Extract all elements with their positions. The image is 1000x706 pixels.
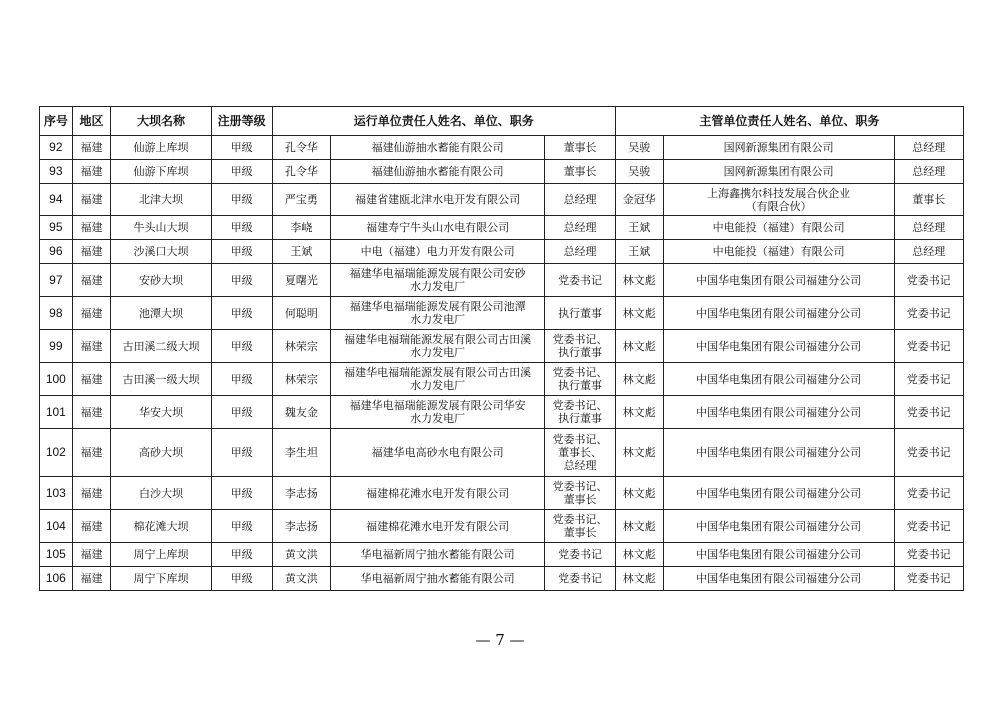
cell-operator-unit: 华电福新周宁抽水蓄能有限公司 [330, 543, 544, 567]
cell-operator-name: 李峣 [272, 216, 330, 240]
cell-supervisor-unit: 中国华电集团有限公司福建分公司 [663, 429, 894, 477]
cell-no: 94 [40, 184, 73, 216]
table-row [40, 363, 964, 396]
cell-supervisor-unit: 中国华电集团有限公司福建分公司 [663, 330, 894, 363]
cell-region: 福建 [72, 264, 111, 297]
cell-supervisor-unit: 中国华电集团有限公司福建分公司 [663, 363, 894, 396]
table-row [40, 429, 964, 477]
cell-dam-name: 周宁下库坝 [111, 567, 211, 591]
cell-supervisor-unit: 国网新源集团有限公司 [663, 160, 894, 184]
cell-operator-title: 党委书记、 董事长、 总经理 [545, 429, 615, 477]
table-row [40, 264, 964, 297]
cell-operator-title: 党委书记 [545, 543, 615, 567]
cell-grade: 甲级 [211, 184, 272, 216]
cell-operator-unit: 福建寿宁牛头山水电有限公司 [330, 216, 544, 240]
cell-region: 福建 [72, 184, 111, 216]
cell-operator-name: 魏友金 [272, 396, 330, 429]
cell-supervisor-unit: 上海鑫携尔科技发展合伙企业 （有限合伙） [663, 184, 894, 216]
cell-grade: 甲级 [211, 477, 272, 510]
cell-supervisor-unit: 中国华电集团有限公司福建分公司 [663, 477, 894, 510]
cell-supervisor-name: 金冠华 [615, 184, 663, 216]
cell-supervisor-title: 总经理 [894, 216, 964, 240]
cell-dam-name: 华安大坝 [111, 396, 211, 429]
cell-operator-title: 总经理 [545, 240, 615, 264]
table-row [40, 216, 964, 240]
cell-supervisor-name: 林文彪 [615, 396, 663, 429]
cell-operator-unit: 福建华电高砂水电有限公司 [330, 429, 544, 477]
cell-grade: 甲级 [211, 160, 272, 184]
cell-operator-title: 党委书记 [545, 264, 615, 297]
cell-no: 96 [40, 240, 73, 264]
cell-operator-title: 党委书记、 董事长 [545, 477, 615, 510]
cell-dam-name: 古田溪二级大坝 [111, 330, 211, 363]
header-no: 序号 [40, 107, 73, 136]
cell-supervisor-title: 党委书记 [894, 264, 964, 297]
cell-operator-unit: 福建华电福瑞能源发展有限公司古田溪 水力发电厂 [330, 330, 544, 363]
cell-operator-name: 严宝勇 [272, 184, 330, 216]
cell-operator-unit: 福建华电福瑞能源发展有限公司华安 水力发电厂 [330, 396, 544, 429]
cell-region: 福建 [72, 297, 111, 330]
cell-grade: 甲级 [211, 330, 272, 363]
cell-operator-unit: 福建棉花滩水电开发有限公司 [330, 477, 544, 510]
cell-operator-unit: 华电福新周宁抽水蓄能有限公司 [330, 567, 544, 591]
cell-region: 福建 [72, 240, 111, 264]
cell-supervisor-title: 党委书记 [894, 396, 964, 429]
header-region: 地区 [72, 107, 111, 136]
cell-region: 福建 [72, 510, 111, 543]
dam-registry-table [39, 106, 964, 591]
cell-grade: 甲级 [211, 264, 272, 297]
cell-supervisor-name: 林文彪 [615, 543, 663, 567]
cell-supervisor-unit: 中国华电集团有限公司福建分公司 [663, 567, 894, 591]
cell-supervisor-title: 总经理 [894, 160, 964, 184]
cell-operator-name: 李志扬 [272, 477, 330, 510]
cell-dam-name: 仙游下库坝 [111, 160, 211, 184]
cell-supervisor-title: 总经理 [894, 136, 964, 160]
cell-grade: 甲级 [211, 543, 272, 567]
cell-dam-name: 北津大坝 [111, 184, 211, 216]
cell-region: 福建 [72, 160, 111, 184]
cell-operator-title: 董事长 [545, 160, 615, 184]
cell-region: 福建 [72, 363, 111, 396]
cell-grade: 甲级 [211, 216, 272, 240]
table-row [40, 160, 964, 184]
cell-no: 104 [40, 510, 73, 543]
cell-dam-name: 棉花滩大坝 [111, 510, 211, 543]
cell-dam-name: 池潭大坝 [111, 297, 211, 330]
table-row [40, 396, 964, 429]
table-row [40, 184, 964, 216]
cell-supervisor-name: 林文彪 [615, 429, 663, 477]
cell-region: 福建 [72, 396, 111, 429]
cell-operator-title: 党委书记、 执行董事 [545, 330, 615, 363]
cell-no: 100 [40, 363, 73, 396]
cell-no: 92 [40, 136, 73, 160]
cell-dam-name: 古田溪一级大坝 [111, 363, 211, 396]
cell-grade: 甲级 [211, 510, 272, 543]
cell-supervisor-name: 林文彪 [615, 363, 663, 396]
table-row [40, 477, 964, 510]
page-number: — 7 — [475, 631, 525, 649]
cell-supervisor-name: 王斌 [615, 240, 663, 264]
cell-operator-title: 党委书记、 董事长 [545, 510, 615, 543]
cell-operator-title: 党委书记、 执行董事 [545, 396, 615, 429]
cell-region: 福建 [72, 136, 111, 160]
cell-operator-name: 林荣宗 [272, 330, 330, 363]
cell-dam-name: 安砂大坝 [111, 264, 211, 297]
cell-operator-unit: 福建仙游抽水蓄能有限公司 [330, 136, 544, 160]
cell-supervisor-title: 党委书记 [894, 543, 964, 567]
header-operator: 运行单位责任人姓名、单位、职务 [272, 107, 615, 136]
table-row [40, 240, 964, 264]
cell-operator-unit: 福建华电福瑞能源发展有限公司古田溪 水力发电厂 [330, 363, 544, 396]
cell-operator-title: 执行董事 [545, 297, 615, 330]
cell-supervisor-name: 林文彪 [615, 264, 663, 297]
cell-operator-title: 党委书记 [545, 567, 615, 591]
cell-supervisor-name: 吴骏 [615, 136, 663, 160]
cell-region: 福建 [72, 216, 111, 240]
cell-no: 106 [40, 567, 73, 591]
cell-operator-name: 孔令华 [272, 160, 330, 184]
cell-grade: 甲级 [211, 429, 272, 477]
cell-operator-name: 林荣宗 [272, 363, 330, 396]
cell-operator-unit: 福建华电福瑞能源发展有限公司安砂 水力发电厂 [330, 264, 544, 297]
cell-no: 95 [40, 216, 73, 240]
cell-grade: 甲级 [211, 396, 272, 429]
cell-supervisor-name: 林文彪 [615, 330, 663, 363]
cell-operator-name: 孔令华 [272, 136, 330, 160]
cell-operator-unit: 福建棉花滩水电开发有限公司 [330, 510, 544, 543]
cell-supervisor-title: 党委书记 [894, 510, 964, 543]
cell-dam-name: 仙游上库坝 [111, 136, 211, 160]
cell-grade: 甲级 [211, 240, 272, 264]
cell-supervisor-unit: 国网新源集团有限公司 [663, 136, 894, 160]
table-row [40, 297, 964, 330]
table-row [40, 567, 964, 591]
cell-supervisor-name: 王斌 [615, 216, 663, 240]
header-grade: 注册等级 [211, 107, 272, 136]
cell-supervisor-unit: 中电能投（福建）有限公司 [663, 240, 894, 264]
cell-dam-name: 沙溪口大坝 [111, 240, 211, 264]
cell-operator-title: 党委书记、 执行董事 [545, 363, 615, 396]
table-row [40, 330, 964, 363]
cell-supervisor-name: 林文彪 [615, 510, 663, 543]
cell-supervisor-unit: 中国华电集团有限公司福建分公司 [663, 264, 894, 297]
cell-supervisor-title: 党委书记 [894, 477, 964, 510]
cell-dam-name: 周宁上库坝 [111, 543, 211, 567]
cell-dam-name: 高砂大坝 [111, 429, 211, 477]
cell-region: 福建 [72, 567, 111, 591]
cell-operator-title: 总经理 [545, 216, 615, 240]
cell-supervisor-title: 总经理 [894, 240, 964, 264]
cell-operator-unit: 福建省建瓯北津水电开发有限公司 [330, 184, 544, 216]
cell-supervisor-name: 林文彪 [615, 567, 663, 591]
cell-operator-name: 黄文洪 [272, 567, 330, 591]
cell-operator-title: 总经理 [545, 184, 615, 216]
cell-operator-name: 夏曙光 [272, 264, 330, 297]
cell-supervisor-unit: 中国华电集团有限公司福建分公司 [663, 297, 894, 330]
cell-no: 99 [40, 330, 73, 363]
cell-supervisor-title: 党委书记 [894, 429, 964, 477]
cell-supervisor-name: 吴骏 [615, 160, 663, 184]
cell-supervisor-name: 林文彪 [615, 477, 663, 510]
cell-supervisor-title: 党委书记 [894, 567, 964, 591]
cell-supervisor-title: 党委书记 [894, 363, 964, 396]
cell-supervisor-title: 党委书记 [894, 330, 964, 363]
cell-grade: 甲级 [211, 297, 272, 330]
cell-no: 105 [40, 543, 73, 567]
header-dam-name: 大坝名称 [111, 107, 211, 136]
cell-supervisor-title: 党委书记 [894, 297, 964, 330]
cell-grade: 甲级 [211, 363, 272, 396]
cell-no: 103 [40, 477, 73, 510]
cell-dam-name: 牛头山大坝 [111, 216, 211, 240]
table-header-row [40, 107, 964, 136]
cell-operator-name: 王斌 [272, 240, 330, 264]
cell-grade: 甲级 [211, 567, 272, 591]
cell-dam-name: 白沙大坝 [111, 477, 211, 510]
cell-supervisor-unit: 中国华电集团有限公司福建分公司 [663, 396, 894, 429]
cell-region: 福建 [72, 330, 111, 363]
cell-operator-unit: 福建仙游抽水蓄能有限公司 [330, 160, 544, 184]
cell-supervisor-unit: 中国华电集团有限公司福建分公司 [663, 543, 894, 567]
cell-operator-title: 董事长 [545, 136, 615, 160]
cell-region: 福建 [72, 543, 111, 567]
cell-supervisor-name: 林文彪 [615, 297, 663, 330]
cell-no: 98 [40, 297, 73, 330]
cell-region: 福建 [72, 477, 111, 510]
cell-no: 97 [40, 264, 73, 297]
cell-operator-name: 何聪明 [272, 297, 330, 330]
cell-supervisor-unit: 中国华电集团有限公司福建分公司 [663, 510, 894, 543]
table-row [40, 510, 964, 543]
cell-region: 福建 [72, 429, 111, 477]
cell-supervisor-title: 董事长 [894, 184, 964, 216]
cell-supervisor-unit: 中电能投（福建）有限公司 [663, 216, 894, 240]
table-row [40, 543, 964, 567]
cell-no: 101 [40, 396, 73, 429]
cell-grade: 甲级 [211, 136, 272, 160]
header-supervisor: 主管单位责任人姓名、单位、职务 [615, 107, 963, 136]
cell-operator-name: 李志扬 [272, 510, 330, 543]
cell-operator-unit: 中电（福建）电力开发有限公司 [330, 240, 544, 264]
table-row [40, 136, 964, 160]
cell-operator-name: 李生坦 [272, 429, 330, 477]
cell-no: 102 [40, 429, 73, 477]
cell-no: 93 [40, 160, 73, 184]
cell-operator-unit: 福建华电福瑞能源发展有限公司池潭 水力发电厂 [330, 297, 544, 330]
cell-operator-name: 黄文洪 [272, 543, 330, 567]
